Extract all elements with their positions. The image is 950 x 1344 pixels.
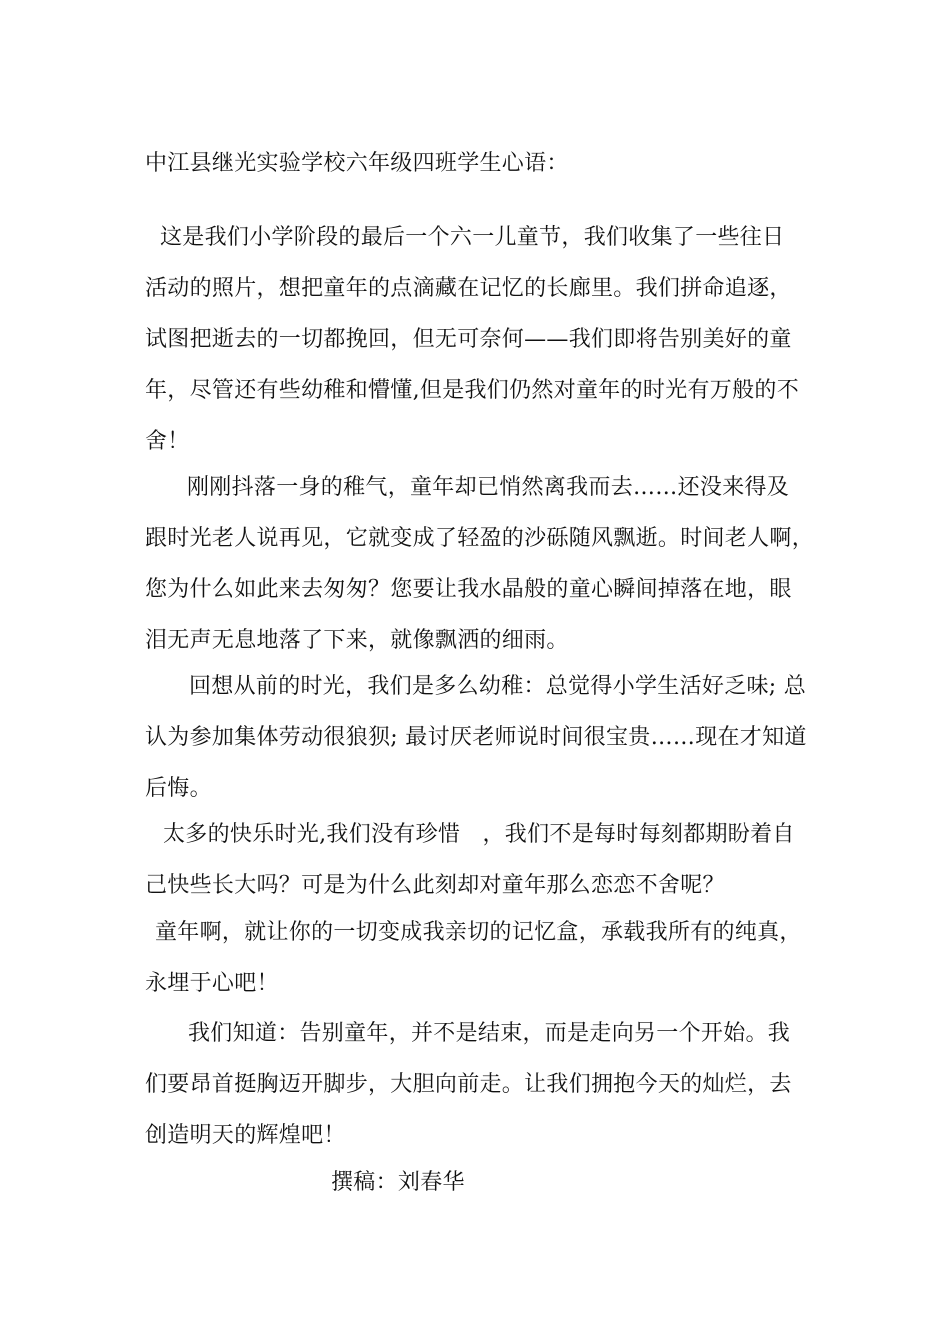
paragraph-line: 童年啊，就让你的一切变成我亲切的记忆盒，承载我所有的纯真， — [155, 920, 802, 945]
paragraph-line: 认为参加集体劳动很狼狈; 最讨厌老师说时间很宝贵……现在才知道 — [145, 725, 807, 750]
paragraph-line: 年，尽管还有些幼稚和懵懂,但是我们仍然对童年的时光有万般的不 — [145, 378, 799, 403]
paragraph-line: 创造明天的辉煌吧！ — [145, 1123, 346, 1148]
paragraph-line: 泪无声无息地落了下来，就像飘洒的细雨。 — [145, 628, 569, 653]
paragraph-line: 后悔。 — [145, 776, 212, 801]
paragraph-line: 试图把逝去的一切都挽回，但无可奈何——我们即将告别美好的童 — [145, 327, 792, 352]
paragraph-line: 我们知道：告别童年，并不是结束，而是走向另一个开始。我 — [188, 1021, 791, 1046]
paragraph-line: 永埋于心吧！ — [145, 971, 279, 996]
document-heading: 中江县继光实验学校六年级四班学生心语： — [145, 151, 569, 176]
paragraph-line: 这是我们小学阶段的最后一个六一儿童节，我们收集了一些往日 — [160, 225, 785, 250]
paragraph-line: 跟时光老人说再见，它就变成了轻盈的沙砾随风飘逝。时间老人啊， — [145, 526, 815, 551]
paragraph-line: 舍！ — [145, 429, 190, 454]
paragraph-line: 您为什么如此来去匆匆？您要让我水晶般的童心瞬间掉落在地，眼 — [145, 577, 792, 602]
paragraph-line: 刚刚抖落一身的稚气，童年却已悄然离我而去……还没来得及 — [187, 475, 790, 500]
paragraph-line: 们要昂首挺胸迈开脚步，大胆向前走。让我们拥抱今天的灿烂，去 — [145, 1072, 792, 1097]
paragraph-line: 活动的照片，想把童年的点滴藏在记忆的长廊里。我们拼命追逐， — [145, 276, 792, 301]
paragraph-line: 己快些长大吗？可是为什么此刻却对童年那么恋恋不舍呢？ — [145, 873, 725, 898]
author-signature: 撰稿：刘春华 — [331, 1170, 465, 1195]
paragraph-line: 太多的快乐时光,我们没有珍惜 ，我们不是每时每刻都期盼着自 — [163, 822, 795, 847]
paragraph-line: 回想从前的时光，我们是多么幼稚：总觉得小学生活好乏味; 总 — [189, 674, 807, 699]
